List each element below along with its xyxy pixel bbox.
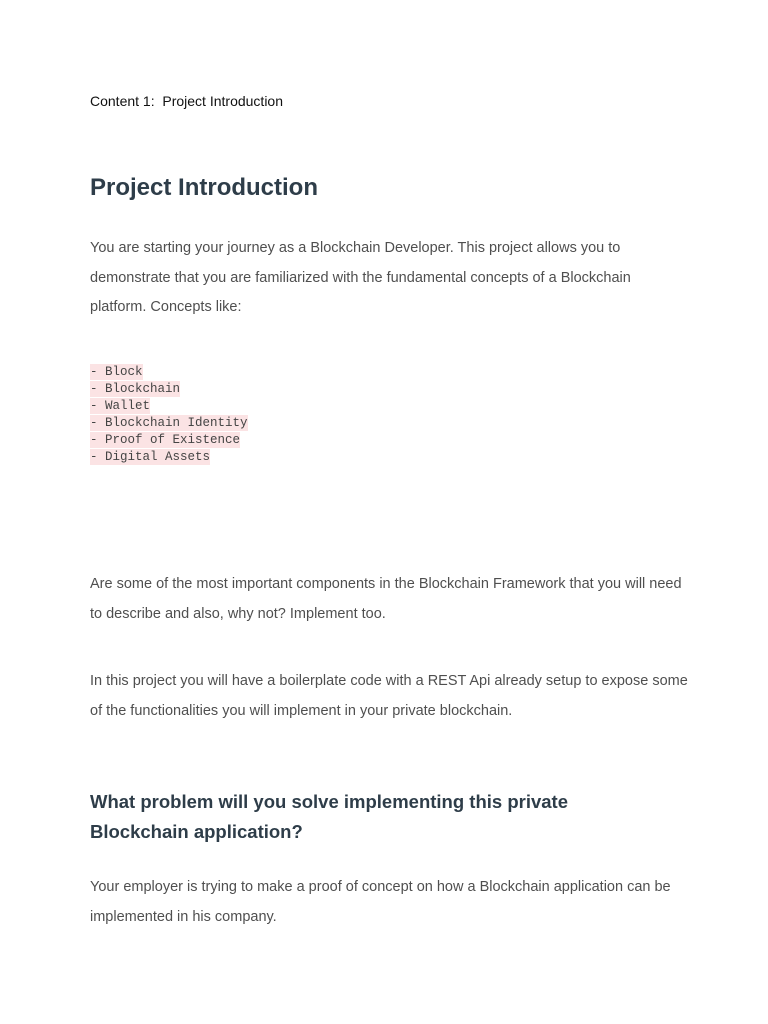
section-heading: What problem will you solve implementing this private Blockchain application? <box>90 791 568 842</box>
concept-item: - Blockchain <box>90 382 181 396</box>
problem-paragraph: Your employer is trying to make a proof of concept on how a Blockchain application can be implemented in his company. <box>90 879 671 925</box>
boilerplate-paragraph: In this project you will have a boilerplate code with a REST Api already setup to expose some of the functionalities you will implement in your private blockchain. <box>90 673 688 719</box>
components-paragraph: Are some of the most important components in the Blockchain Framework that you will need to describe and also, why not? Implement too. <box>90 576 682 622</box>
concepts-code-block <box>90 364 248 466</box>
concept-item: - Block <box>90 365 143 379</box>
concept-item: - Digital Assets <box>90 450 211 464</box>
content-label: Content 1: Project Introduction <box>90 93 283 109</box>
concept-item: - Blockchain Identity <box>90 416 248 430</box>
page-title: Project Introduction <box>90 174 318 201</box>
concept-item: - Wallet <box>90 399 151 413</box>
intro-paragraph: You are starting your journey as a Blockchain Developer. This project allows you to demonstrate that you are familiarized with the fundamental concepts of a Blockchain platform. Concepts like: <box>90 240 631 315</box>
concept-item: - Proof of Existence <box>90 433 241 447</box>
